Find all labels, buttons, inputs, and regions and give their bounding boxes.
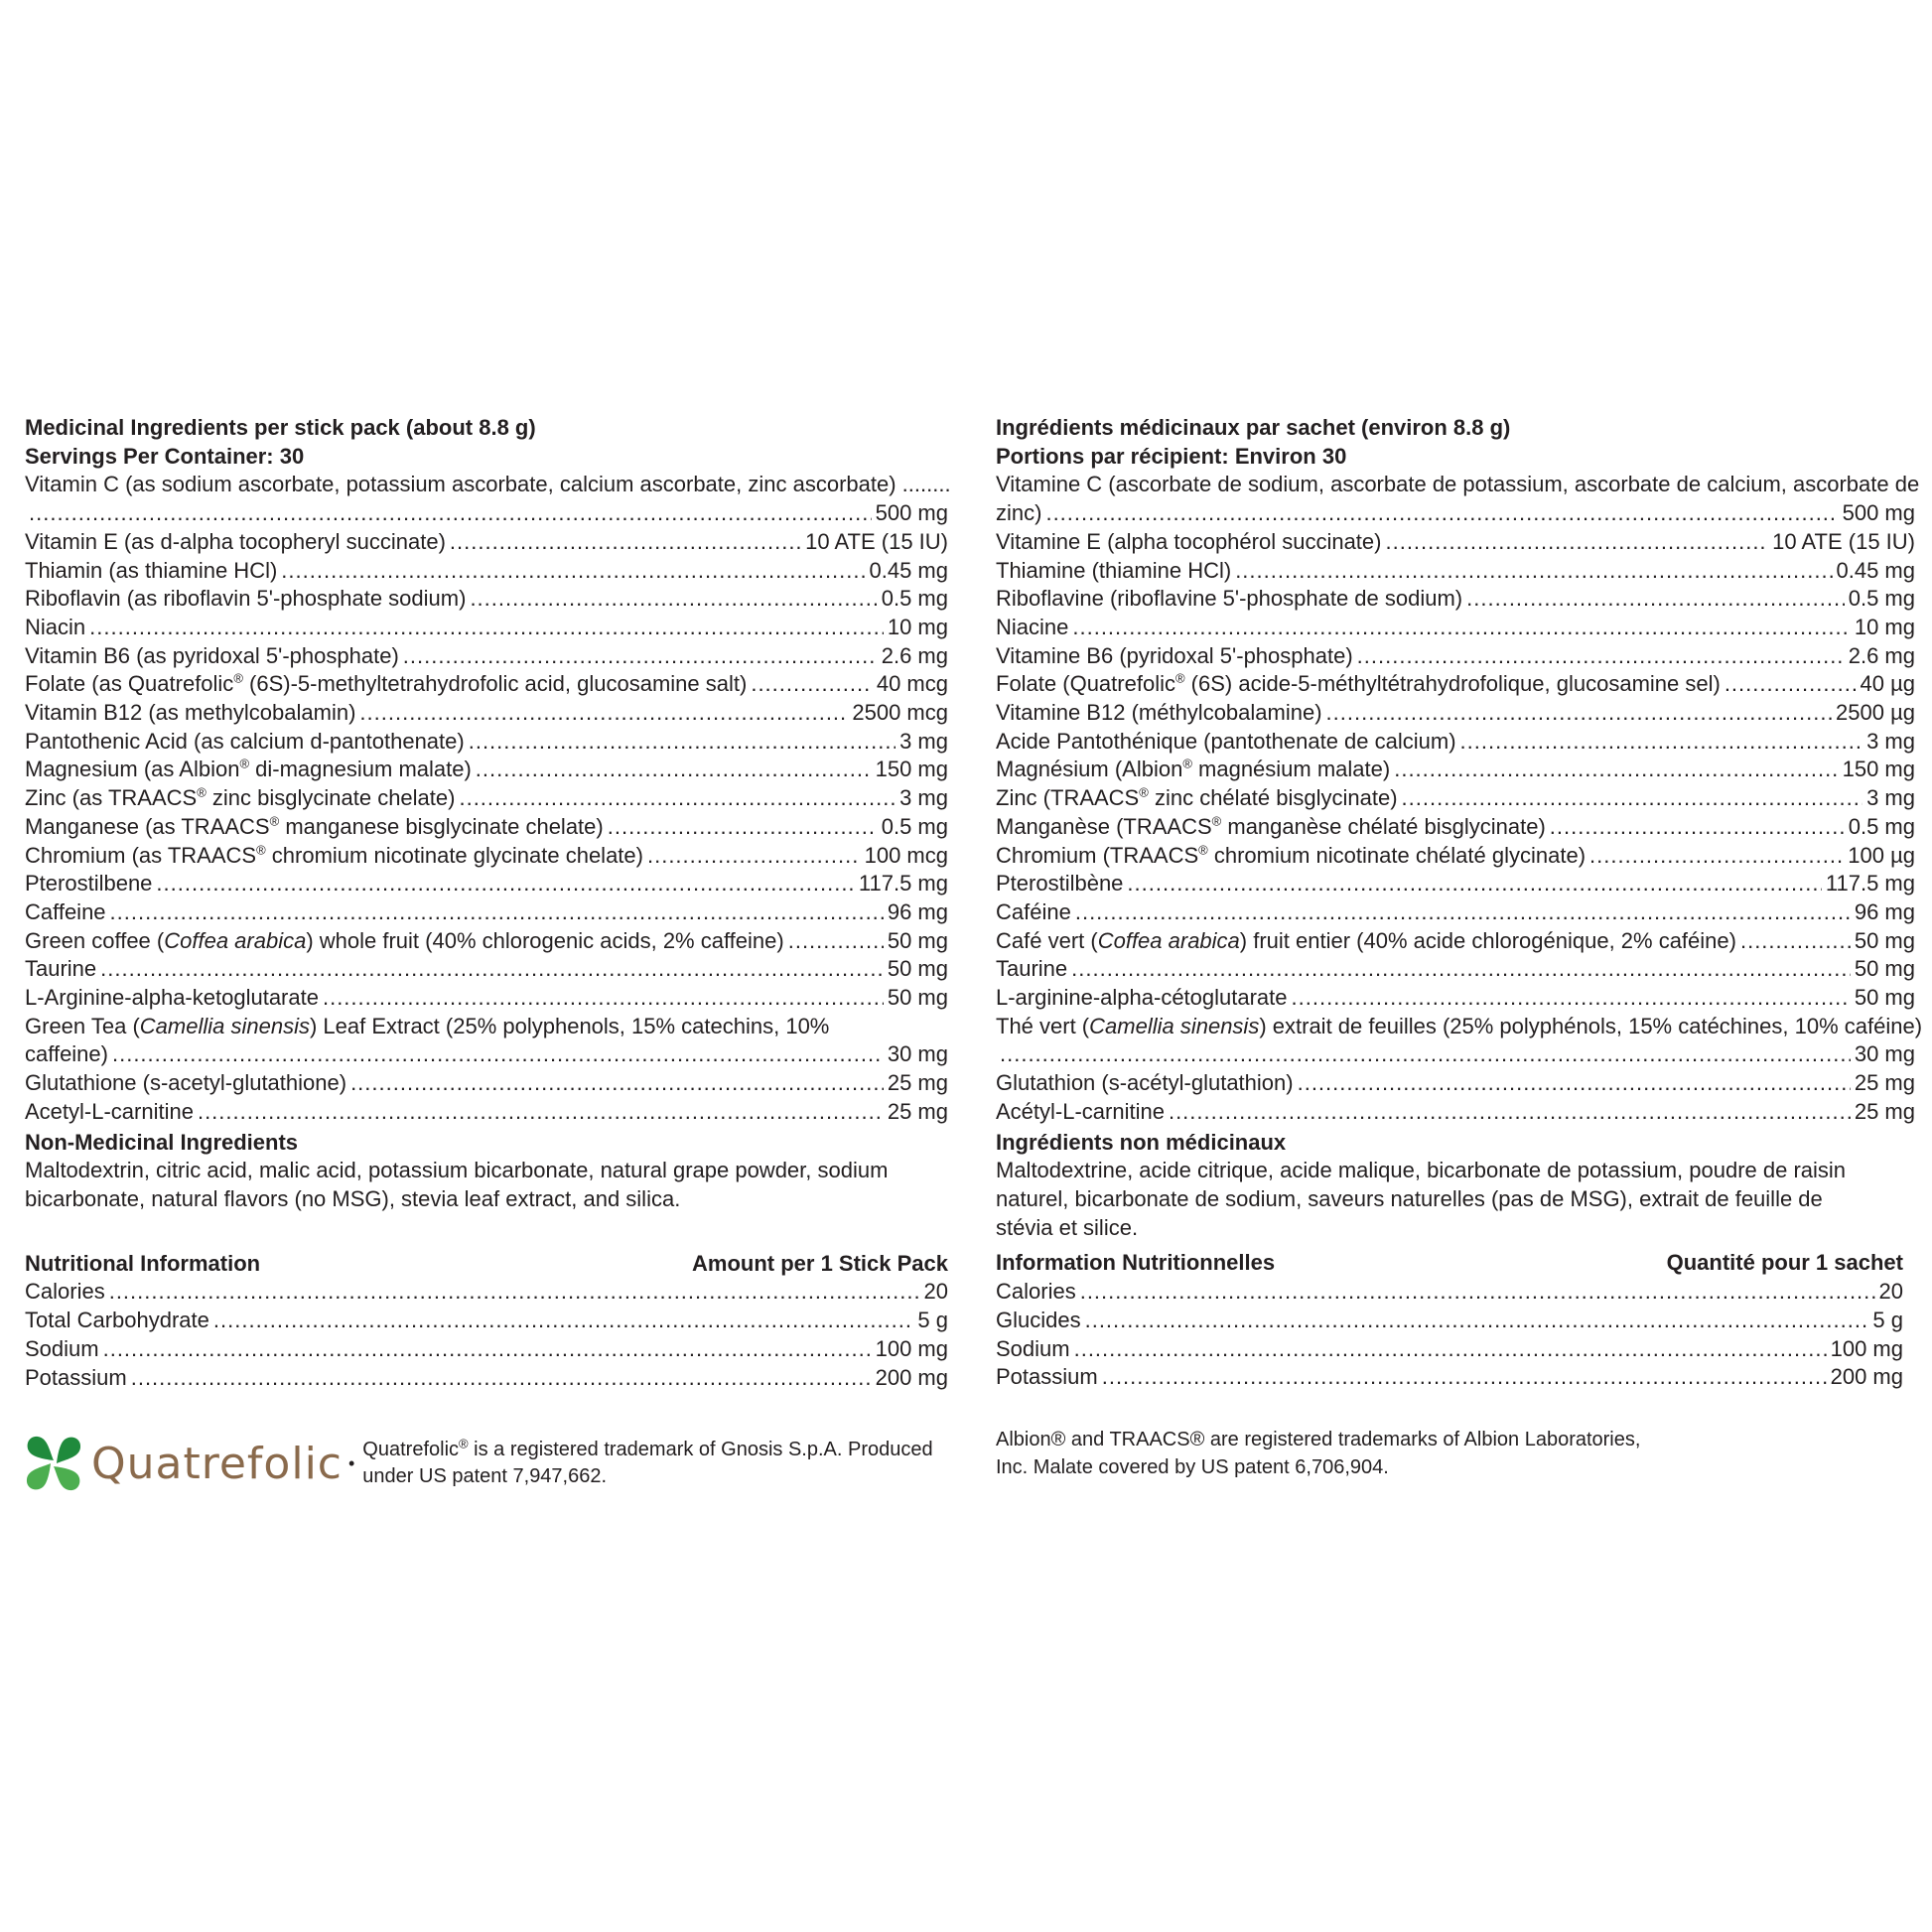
ingredient-name: Vitamine B12 (méthylcobalamine) <box>996 700 1322 726</box>
nutrition-row <box>996 1363 1903 1392</box>
ingredient-value: 2500 µg <box>1836 700 1915 726</box>
ingredient-row <box>25 614 948 642</box>
ingredient-row <box>25 984 948 1013</box>
ingredient-name: Niacine <box>996 614 1069 639</box>
nutrition-row <box>996 1335 1903 1364</box>
ingredient-value: 3 mg <box>899 728 948 754</box>
ingredient-value: 100 µg <box>1848 842 1915 868</box>
nutrition-amount-label: Amount per 1 Stick Pack <box>692 1250 948 1276</box>
english-column <box>25 414 951 1392</box>
ingredient-row <box>996 614 1915 642</box>
vitamin-c-value-row <box>25 499 948 528</box>
ingredient-value: 100 mg <box>875 1335 948 1361</box>
ingredient-name: L-Arginine-alpha-ketoglutarate <box>25 985 319 1011</box>
ingredient-name: Potassium <box>996 1364 1098 1390</box>
servings-per-container: Portions par récipient: Environ 30 <box>996 443 1347 469</box>
ingredient-value: 50 mg <box>1854 927 1915 953</box>
ingredient-name: Riboflavin (as riboflavin 5'-phosphate sodium) <box>25 586 467 612</box>
quatrefolic-logo-text: Quatrefolic <box>91 1438 343 1489</box>
ingredient-name: Pantothenic Acid (as calcium d-pantothenate) <box>25 728 465 754</box>
ingredient-value: 96 mg <box>1854 898 1915 924</box>
ingredient-row <box>996 870 1915 898</box>
non-medicinal-line: Maltodextrin, citric acid, malic acid, potassium bicarbonate, natural grape powder, sodium <box>25 1158 889 1183</box>
ingredient-name: Acetyl-L-carnitine <box>25 1098 194 1124</box>
nutrition-row <box>996 1307 1903 1335</box>
ingredient-row <box>25 670 948 699</box>
ingredient-value: 10 mg <box>887 614 948 639</box>
ingredient-name: Vitamin E (as d-alpha tocopheryl succinate) <box>25 528 446 554</box>
ingredient-value: 0.5 mg <box>1848 813 1915 839</box>
ingredient-row <box>25 813 948 842</box>
ingredient-value: 5 g <box>917 1308 948 1333</box>
ingredient-value: 150 mg <box>1842 757 1915 782</box>
ingredient-name: Total Carbohydrate <box>25 1308 209 1333</box>
ingredient-name: Vitamin B12 (as methylcobalamin) <box>25 700 356 726</box>
ingredient-name: Magnésium (Albion® magnésium malate) <box>996 757 1391 782</box>
medicinal-heading: Ingrédients médicinaux par sachet (environ 8.8 g) <box>996 415 1511 440</box>
ingredient-row <box>996 670 1915 699</box>
ingredient-value: 3 mg <box>1866 728 1915 754</box>
nutrition-header <box>996 1249 1903 1278</box>
non-medicinal-line: naturel, bicarbonate de sodium, saveurs naturelles (pas de MSG), extrait de feuille de <box>996 1185 1823 1211</box>
ingredient-row <box>25 756 948 784</box>
ingredient-row <box>996 728 1915 757</box>
ingredient-value: 200 mg <box>875 1364 948 1390</box>
ingredient-name: Riboflavine (riboflavine 5'-phosphate de sodium) <box>996 586 1463 612</box>
ingredient-value: 50 mg <box>887 927 948 953</box>
ingredient-value: 50 mg <box>887 956 948 982</box>
ingredient-name: Pterostilbène <box>996 871 1124 897</box>
ingredient-name: Café vert (Coffea arabica) fruit entier (40% acide chlorogénique, 2% caféine) <box>996 927 1736 953</box>
quatrefolic-clover-logo-icon <box>22 1432 85 1495</box>
medicinal-heading: Medicinal Ingredients per stick pack (about 8.8 g) <box>25 415 536 440</box>
ingredient-name: Taurine <box>996 956 1068 982</box>
ingredient-list-end <box>25 1069 948 1126</box>
ingredient-row <box>25 642 948 671</box>
ingredient-name: Glutathion (s-acétyl-glutathion) <box>996 1070 1294 1096</box>
ingredient-name: Chromium (TRAACS® chromium nicotinate chélaté glycinate) <box>996 842 1587 868</box>
vitamin-c-value-row: zinc) ..... 500 mg <box>996 499 1915 528</box>
servings-per-container: Servings Per Container: 30 <box>25 443 305 469</box>
quatrefolic-footer <box>22 1432 933 1495</box>
non-medicinal-line: Maltodextrine, acide citrique, acide malique, bicarbonate de potassium, poudre de raisin <box>996 1158 1847 1183</box>
ingredient-value: 0.5 mg <box>1848 586 1915 612</box>
ingredient-name: Folate (as Quatrefolic® (6S)-5-methyltetrahydrofolic acid, glucosamine salt) <box>25 671 748 697</box>
ingredient-value: 117.5 mg <box>858 871 948 897</box>
ingredient-name: Chromium (as TRAACS® chromium nicotinate glycinate chelate) <box>25 842 643 868</box>
nutrition-row <box>25 1335 948 1364</box>
ingredient-name: Calories <box>25 1279 105 1305</box>
nutrition-row <box>996 1278 1903 1307</box>
ingredient-name: Niacin <box>25 614 86 639</box>
ingredient-value: 20 <box>923 1279 948 1305</box>
green-tea-line: Green Tea (Camellia sinensis) Leaf Extract (25% polyphenols, 15% catechins, 10% <box>25 1013 830 1038</box>
ingredient-value: 100 mcg <box>864 842 948 868</box>
green-tea-value-row: ..... 30 mg <box>996 1040 1915 1069</box>
ingredient-row <box>996 927 1915 956</box>
ingredient-value: 0.5 mg <box>881 813 948 839</box>
ingredient-name: Acide Pantothénique (pantothenate de calcium) <box>996 728 1456 754</box>
nutrition-heading: Information Nutritionnelles <box>996 1250 1276 1276</box>
ingredient-name: Caffeine <box>25 898 106 924</box>
ingredient-name: Glutathione (s-acetyl-glutathione) <box>25 1070 347 1096</box>
ingredient-row <box>25 842 948 871</box>
ingredient-name: Glucides <box>996 1307 1081 1332</box>
ingredient-row <box>996 557 1915 586</box>
ingredient-name: Thiamine (thiamine HCl) <box>996 557 1232 583</box>
ingredient-name: L-arginine-alpha-cétoglutarate <box>996 985 1288 1011</box>
ingredient-value: 20 <box>1878 1279 1903 1305</box>
ingredient-row <box>25 699 948 728</box>
nutrition-heading: Nutritional Information <box>25 1250 261 1276</box>
ingredient-name: Caféine <box>996 898 1071 924</box>
ingredient-value: 25 mg <box>887 1070 948 1096</box>
ingredient-name: Sodium <box>25 1335 99 1361</box>
ingredient-value: 25 mg <box>1854 1098 1915 1124</box>
ingredient-row <box>25 784 948 813</box>
ingredient-value: 25 mg <box>887 1098 948 1124</box>
vitamin-c-line: Vitamine C (ascorbate de sodium, ascorbate de potassium, ascorbate de calcium, ascorbate de <box>996 472 1920 497</box>
ingredient-value: 2.6 mg <box>881 642 948 668</box>
ingredient-row <box>25 557 948 586</box>
ingredient-name: Manganese (as TRAACS® manganese bisglycinate chelate) <box>25 813 604 839</box>
ingredient-name: Zinc (TRAACS® zinc chélaté bisglycinate) <box>996 784 1398 811</box>
ingredient-name: Magnesium (as Albion® di-magnesium malate) <box>25 757 472 782</box>
ingredient-value: 3 mg <box>899 785 948 811</box>
ingredient-row <box>25 528 948 557</box>
ingredient-row <box>25 1098 948 1127</box>
french-column <box>996 414 1923 1392</box>
ingredient-row <box>996 1098 1915 1127</box>
ingredient-row <box>25 955 948 984</box>
nutrition-amount-label: Quantité pour 1 sachet <box>1666 1250 1903 1276</box>
ingredient-value: 200 mg <box>1830 1364 1903 1390</box>
ingredient-value: 0.45 mg <box>869 557 948 583</box>
ingredient-list <box>25 528 948 1013</box>
green-tea-value-row: caffeine) ..... 30 mg <box>25 1040 948 1069</box>
ingredient-value: 50 mg <box>1854 985 1915 1011</box>
ingredient-row <box>996 585 1915 614</box>
ingredient-name: Sodium <box>996 1335 1070 1361</box>
nutrition-list <box>996 1278 1903 1392</box>
ingredient-value: 5 g <box>1872 1307 1903 1332</box>
ingredient-value: 2500 mcg <box>852 700 948 726</box>
nutrition-header <box>25 1250 948 1279</box>
vitamin-c-value: 500 mg <box>875 500 948 526</box>
ingredient-value: 10 mg <box>1854 614 1915 639</box>
quatrefolic-footnote: Quatrefolic® is a registered trademark of Gnosis S.p.A. Produced under US patent 7,947,662. <box>362 1436 933 1487</box>
ingredient-row <box>996 784 1915 813</box>
ingredient-name: Vitamine E (alpha tocophérol succinate) <box>996 528 1382 554</box>
non-medicinal-line: stévia et silice. <box>996 1214 1139 1240</box>
vitamin-c-line: Vitamin C (as sodium ascorbate, potassium ascorbate, calcium ascorbate, zinc ascorbate) ........ <box>25 472 951 497</box>
non-medicinal-heading: Ingrédients non médicinaux <box>996 1129 1287 1155</box>
logo-registered-mark: • <box>347 1452 355 1473</box>
ingredient-row <box>996 756 1915 784</box>
ingredient-value: 0.45 mg <box>1836 557 1915 583</box>
ingredient-row <box>25 927 948 956</box>
non-medicinal-line: bicarbonate, natural flavors (no MSG), stevia leaf extract, and silica. <box>25 1185 681 1211</box>
ingredient-value: 40 mcg <box>876 671 948 697</box>
ingredient-row <box>25 1069 948 1098</box>
ingredient-value: 50 mg <box>1854 956 1915 982</box>
albion-footnote: Albion® and TRAACS® are registered trademarks of Albion Laboratories, Inc. Malate covered by US patent 6,706,904. <box>996 1429 1641 1478</box>
ingredient-row <box>25 728 948 757</box>
ingredient-row <box>996 813 1915 842</box>
ingredient-row <box>996 642 1915 671</box>
ingredient-value: 50 mg <box>887 985 948 1011</box>
ingredient-row <box>996 1069 1915 1098</box>
ingredient-row <box>996 842 1915 871</box>
ingredient-value: 10 ATE (15 IU) <box>805 528 948 554</box>
ingredient-row <box>996 528 1915 557</box>
nutrition-list <box>25 1278 948 1392</box>
ingredient-row <box>996 955 1915 984</box>
ingredient-value: 150 mg <box>875 757 948 782</box>
ingredient-name: Pterostilbene <box>25 871 153 897</box>
ingredient-name: Potassium <box>25 1364 127 1390</box>
ingredient-name: Manganèse (TRAACS® manganèse chélaté bisglycinate) <box>996 813 1546 839</box>
ingredient-name: Thiamin (as thiamine HCl) <box>25 557 278 583</box>
ingredient-value: 2.6 mg <box>1848 642 1915 668</box>
ingredient-name: Vitamin B6 (as pyridoxal 5'-phosphate) <box>25 642 399 668</box>
ingredient-name: Folate (Quatrefolic® (6S) acide-5-méthyltétrahydrofolique, glucosamine sel) <box>996 671 1721 697</box>
green-tea-line: Thé vert (Camellia sinensis) extrait de feuilles (25% polyphénols, 15% catéchines, 10% caféine) <box>996 1013 1923 1038</box>
ingredient-list <box>996 528 1915 1013</box>
ingredient-value: 10 ATE (15 IU) <box>1772 528 1915 554</box>
ingredient-value: 0.5 mg <box>881 586 948 612</box>
non-medicinal-heading: Non-Medicinal Ingredients <box>25 1129 299 1155</box>
ingredient-value: 3 mg <box>1866 785 1915 811</box>
ingredient-list-end <box>996 1069 1915 1126</box>
ingredient-name: Green coffee (Coffea arabica) whole fruit (40% chlorogenic acids, 2% caffeine) <box>25 927 784 953</box>
ingredient-name: Taurine <box>25 956 97 982</box>
ingredient-row <box>996 984 1915 1013</box>
ingredient-name: Vitamine B6 (pyridoxal 5'-phosphate) <box>996 642 1353 668</box>
nutrition-row <box>25 1364 948 1393</box>
ingredient-row <box>25 870 948 898</box>
nutrition-row <box>25 1278 948 1307</box>
ingredient-row <box>996 699 1915 728</box>
ingredient-row <box>25 585 948 614</box>
ingredient-row <box>25 898 948 927</box>
ingredient-name: Acétyl-L-carnitine <box>996 1098 1165 1124</box>
ingredient-value: 100 mg <box>1830 1335 1903 1361</box>
ingredient-value: 40 µg <box>1860 671 1915 697</box>
ingredient-value: 117.5 mg <box>1825 871 1915 897</box>
ingredient-name: Zinc (as TRAACS® zinc bisglycinate chelate) <box>25 784 456 811</box>
ingredient-row <box>996 898 1915 927</box>
ingredient-name: Calories <box>996 1279 1076 1305</box>
nutrition-row <box>25 1307 948 1335</box>
ingredient-value: 25 mg <box>1854 1070 1915 1096</box>
ingredient-value: 96 mg <box>887 898 948 924</box>
